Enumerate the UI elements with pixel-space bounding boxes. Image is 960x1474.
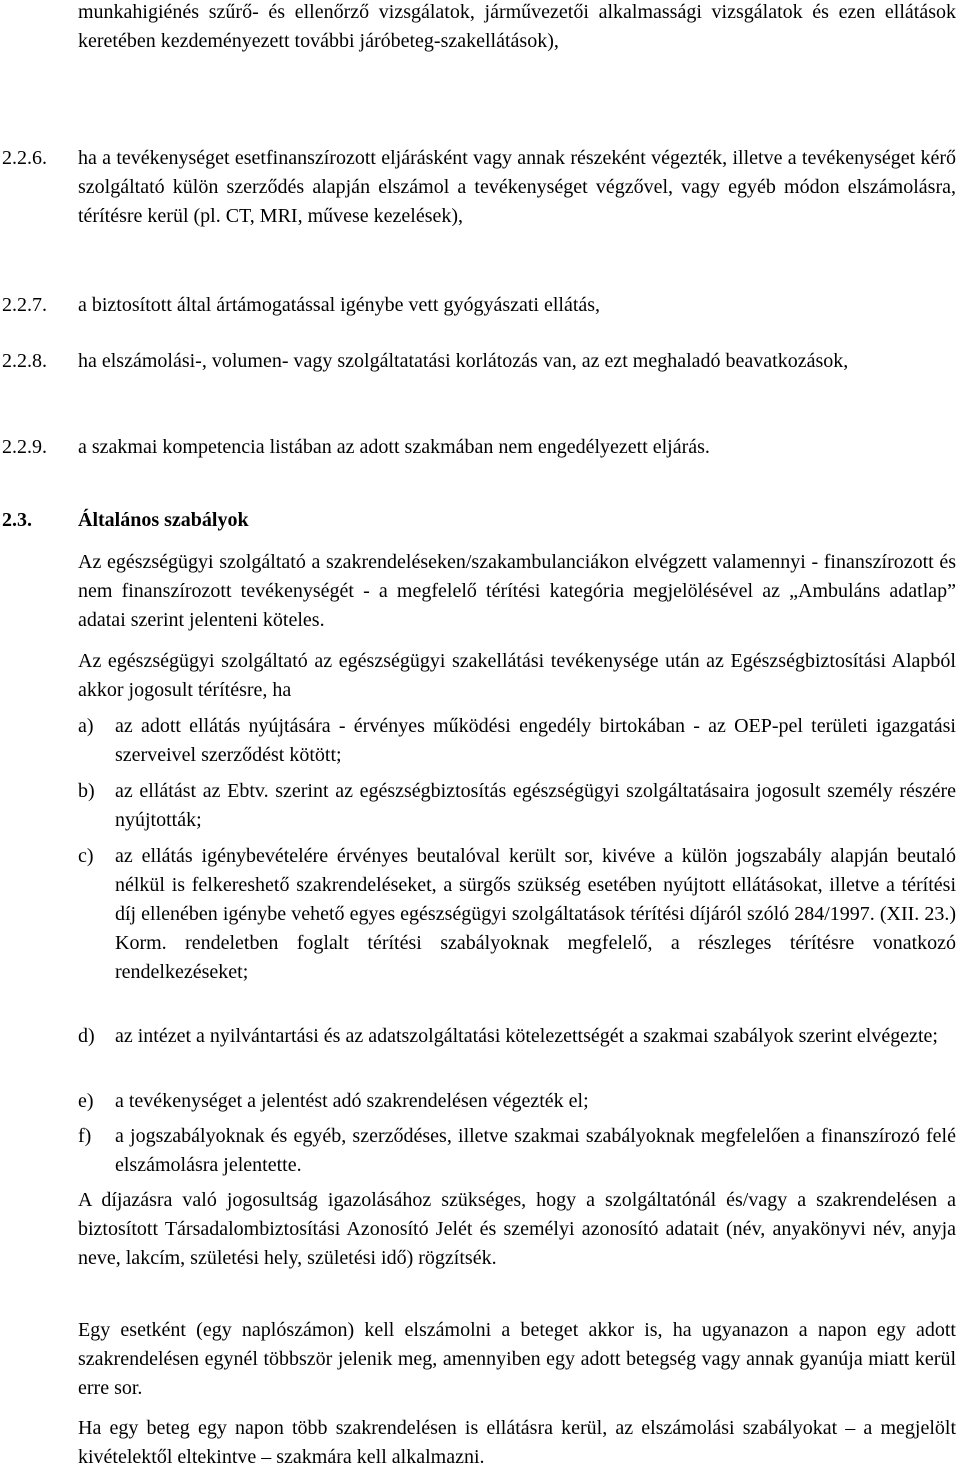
item-number: 2.2.7. — [2, 294, 47, 316]
list-label: b) — [78, 780, 95, 802]
item-number: 2.2.6. — [2, 147, 47, 169]
list-label: c) — [78, 845, 94, 867]
list-item: az intézet a nyilvántartási és az adatszolgáltatási kötelezettségét a szakmai szabályok szerint elvégezte; — [115, 1025, 938, 1047]
item-text: ha a tevékenységet esetfinanszírozott eljárásként vagy annak részeként végezték, illetve a tevékenységet kérő szolgáltató külön szerződés alapján elszámol a tevékenységet végzővel, vagy egyéb módon elszámolásra, térítésre kerül (pl. CT, MRI, művese kezelések), — [78, 147, 956, 227]
top-fragment: munkahigiénés szűrő- és ellenőrző vizsgálatok, járművezetői alkalmassági vizsgálatok és ezen ellátások keretében kezdeményezett további járóbeteg-szakellátások), — [78, 1, 956, 52]
item-text: a szakmai kompetencia listában az adott szakmában nem engedélyezett eljárás. — [78, 436, 710, 458]
list-item: a tevékenységet a jelentést adó szakrendelésen végezték el; — [115, 1090, 589, 1112]
section-number: 2.3. — [2, 509, 32, 531]
paragraph-5: Ha egy beteg egy napon több szakrendelésen is ellátásra kerül, az elszámolási szabályokat – a megjelölt kivételektől eltekintve – szakmára kell alkalmazni. — [78, 1417, 956, 1468]
paragraph-3: A díjazásra való jogosultság igazolásához szükséges, hogy a szolgáltatónál és/vagy a szakrendelésen a biztosított Társadalombiztosítási Azonosító Jelét és személyi azonosító adatait (név, anyakönyvi név, anyja neve, lakcím, születési hely, születési idő) rögzítsék. — [78, 1189, 956, 1269]
list-label: f) — [78, 1125, 92, 1147]
list-item: az adott ellátás nyújtására - érvényes működési engedély birtokában - az OEP-pel területi igazgatási szerveivel szerződést kötött; — [115, 715, 956, 766]
item-number: 2.2.9. — [2, 436, 47, 458]
list-label: e) — [78, 1090, 94, 1112]
list-item: az ellátás igénybevételére érvényes beutalóval került sor, kivéve a külön jogszabály alapján beutaló nélkül is felkereshető szakrendeléseket, a sürgős szükség esetében nyújtott ellátásokat, illetve a térítési díj ellenében igénybe vehető egyes egészségügyi szolgáltatások térítési díjáról szóló 284/1997. (XII. 23.) Korm. rendeletben foglalt térítési szabályoknak megfelelő, a részleges térítésre vonatkozó rendelkezéseket; — [115, 845, 956, 983]
list-item: a jogszabályoknak és egyéb, szerződéses, illetve szakmai szabályoknak megfelelően a finanszírozó felé elszámolásra jelentette. — [115, 1125, 956, 1176]
item-text: ha elszámolási-, volumen- vagy szolgáltatatási korlátozás van, az ezt meghaladó beavatkozások, — [78, 350, 849, 372]
item-text: a biztosított által ártámogatással igénybe vett gyógyászati ellátás, — [78, 294, 601, 316]
paragraph-1: Az egészségügyi szolgáltató a szakrendeléseken/szakambulanciákon elvégzett valamennyi - finanszírozott és nem finanszírozott tevékenységét - a megfelelő térítési kategória megjelölésével az „Ambuláns adatlap” adatai szerint jelenteni köteles. — [78, 551, 956, 631]
section-title: Általános szabályok — [78, 509, 249, 531]
paragraph-4: Egy esetként (egy naplószámon) kell elszámolni a beteget akkor is, ha ugyanazon a napon egy adott szakrendelésen egynél többször jelenik meg, amennyiben egy adott betegség vagy annak gyanúja miatt kerül erre sor. — [78, 1319, 956, 1399]
list-label: a) — [78, 715, 94, 737]
paragraph-2: Az egészségügyi szolgáltató az egészségügyi szakellátási tevékenysége után az Egészségbiztosítási Alapból akkor jogosult térítésre, ha — [78, 650, 956, 701]
list-label: d) — [78, 1025, 95, 1047]
list-item: az ellátást az Ebtv. szerint az egészségbiztosítás egészségügyi szolgáltatásaira jogosult személy részére nyújtották; — [115, 780, 956, 831]
item-number: 2.2.8. — [2, 350, 47, 372]
